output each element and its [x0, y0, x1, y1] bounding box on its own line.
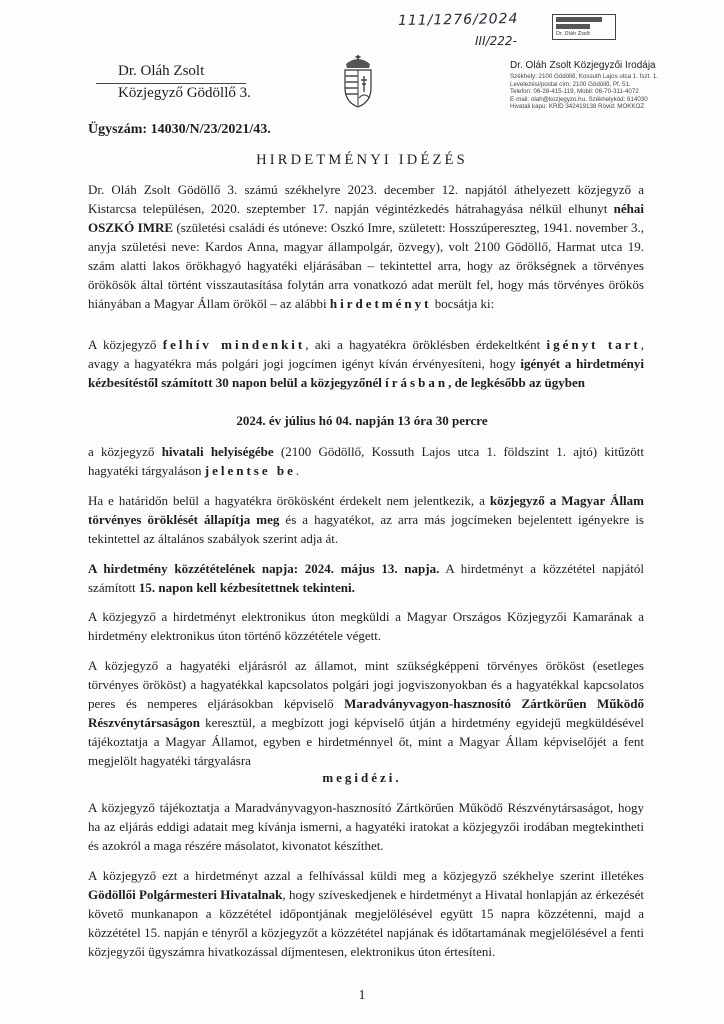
document-title: HIRDETMÉNYI IDÉZÉS: [256, 152, 468, 168]
publication-paragraph: A hirdetmény közzétételének napja: 2024. május 13. napja. A hirdetményt a közzététel napjától számított 15. napon kell kézbesítettnek tekinteni.: [88, 561, 644, 595]
hearing-date: 2024. év július hó 04. napján 13 óra 30 percre: [236, 413, 488, 428]
office-line: E-mail: olah@kozjegyzo.hu, Székhelykód: 614030: [510, 95, 648, 103]
state-inheritance-paragraph: Ha e határidőn belül a hagyatékra örökösként érdekelt nem jelentkezik, a közjegyző a Magyar Állam törvényes öröklését állapítja meg és a hagyatékot, az arra más jogcímeken bejelentett igényekre is tekintettel az általános szabályok szerint adja át.: [88, 493, 644, 546]
case-number: Ügyszám: 14030/N/23/2021/43.: [88, 122, 271, 137]
report-paragraph: a közjegyző hivatali helyiségébe (2100 Gödöllő, Kossuth Lajos utca 1. földszint 1. ajtó) kitűzött hagyatéki tárgyaláson jelentse be.: [88, 444, 644, 478]
office-line: Hivatali kapu: KRID 342419138 Rövid: MOKKOZ: [510, 103, 645, 111]
page-number: 1: [358, 988, 366, 1003]
received-stamp: [552, 14, 616, 40]
office-line: Telefon: 06-28-415-119, Mobil: 06-70-311-4072: [510, 88, 639, 96]
notary-office: Közjegyző Gödöllő 3.: [118, 85, 251, 101]
mayor-office-paragraph: A közjegyző ezt a hirdetményt azzal a felhívással küldi meg a közjegyző székhelye szerint illetékes Gödöllői Polgármesteri Hivatalnak, hogy szíveskedjenek e hirdetményt a Hivatal honlapján az érkezését követő munkanapon a közzététel időpontjának megjelölésével együtt 15 napra közzétenni, majd a közzététel 15. napján e tényről a közjegyzőt a közzététel napjának és időtartamának megjelölésével a fenti közjegyzői ügyszámra hivatkozással díjmentesen, elektronikus úton értesíteni.: [88, 868, 644, 959]
handwritten-reference: 111/1276/2024: [397, 10, 519, 30]
office-title: Dr. Oláh Zsolt Közjegyzői Irodája: [510, 60, 656, 71]
call-paragraph: A közjegyző felhív mindenkit, aki a hagyatékra öröklésben érdekeltként igényt tart, avagy a hagyatékra más polgári jogi jogcímen igényt kíván érvényesíteni, hogy igényét a hirdetményi kézbesítéstől számított 30 napon belül a közjegyzőnél írásban, de legkésőbb az ügyben: [88, 337, 645, 390]
information-paragraph: A közjegyző tájékoztatja a Maradványvagyon-hasznosító Zártkörűen Működő Részvénytársaságot, hogy ha az eljárás eddigi adatait meg kívánja ismerni, a hagyatéki iratokat a közjegyzői irodában megtekintheti és azokról a maga részére másolatot, kivonatot készíthet.: [88, 800, 644, 853]
state-notification-paragraph: A közjegyző a hagyatéki eljárásról az államot, mint szükségképpeni törvényes örököst (esetleges törvényes örököst) a hagyatékkal kapcsolatos polgári jogi jogviszonyokban és a hagyatékkal kapcsolatos peres és nemperes eljárásokban képviselő Maradványvagyon-hasznosító Zártkörűen Működő Részvénytársaságon keresztül, a megbízott jogi képviselő útján a hirdetmény egyidejű megküldésével tájékoztatja a Magyar Államot, egyben e hirdetménnyel őt, mint a Magyar Állam képviselőjét a fent megjelölt hagyatéki tárgyalásra: [88, 658, 644, 768]
summon-word: megidézi.: [322, 770, 402, 785]
coat-of-arms-icon: [340, 54, 376, 108]
electronic-publication-paragraph: A közjegyző a hirdetményt elektronikus úton megküldi a Magyar Országos Közjegyzői Kamarának a hirdetmény elektronikus úton történő közzététele végett.: [88, 609, 644, 643]
handwritten-subnumber: III/222-: [475, 34, 517, 48]
deceased-name: néhai OSZKÓ IMRE: [88, 201, 644, 235]
stamp-text: Dr. Oláh Zsolt: [556, 31, 591, 37]
intro-paragraph: Dr. Oláh Zsolt Gödöllő 3. számú székhelyre 2023. december 12. napjától áthelyezett közjegyző a Kistarcsa településen, 2020. szeptember 17. napján végintézkedés hátrahagyása nélkül elhunyt néhai OSZKÓ IMRE (születési családi és utóneve: Oszkó Imre, született: Hosszúpereszteg, 1941. november 3., anyja születési neve: Kardos Anna, magyar állampolgár, özvegy), volt 2100 Gödöllő, Harmat utca 19. szám alatti lakos örökhagyó hagyatéki eljárásában – tekintettel arra, hogy az örökségnek a törvényes örökösök által történt visszautasítása folytán arra vonatkozó adat merült fel, hogy más törvényes örökös hiányában a Magyar Állam örököl – az alábbi hirdetményt bocsátja ki:: [88, 182, 644, 311]
letterhead-right: [510, 60, 710, 111]
notary-name: Dr. Oláh Zsolt: [118, 63, 205, 79]
office-line: Székhely: 2100 Gödöllő, Kossuth Lajos utca 1. fszt. 1.: [510, 73, 658, 80]
office-line: Levelezési/postai cím: 2100 Gödöllő, Pf. 51.: [510, 80, 631, 88]
